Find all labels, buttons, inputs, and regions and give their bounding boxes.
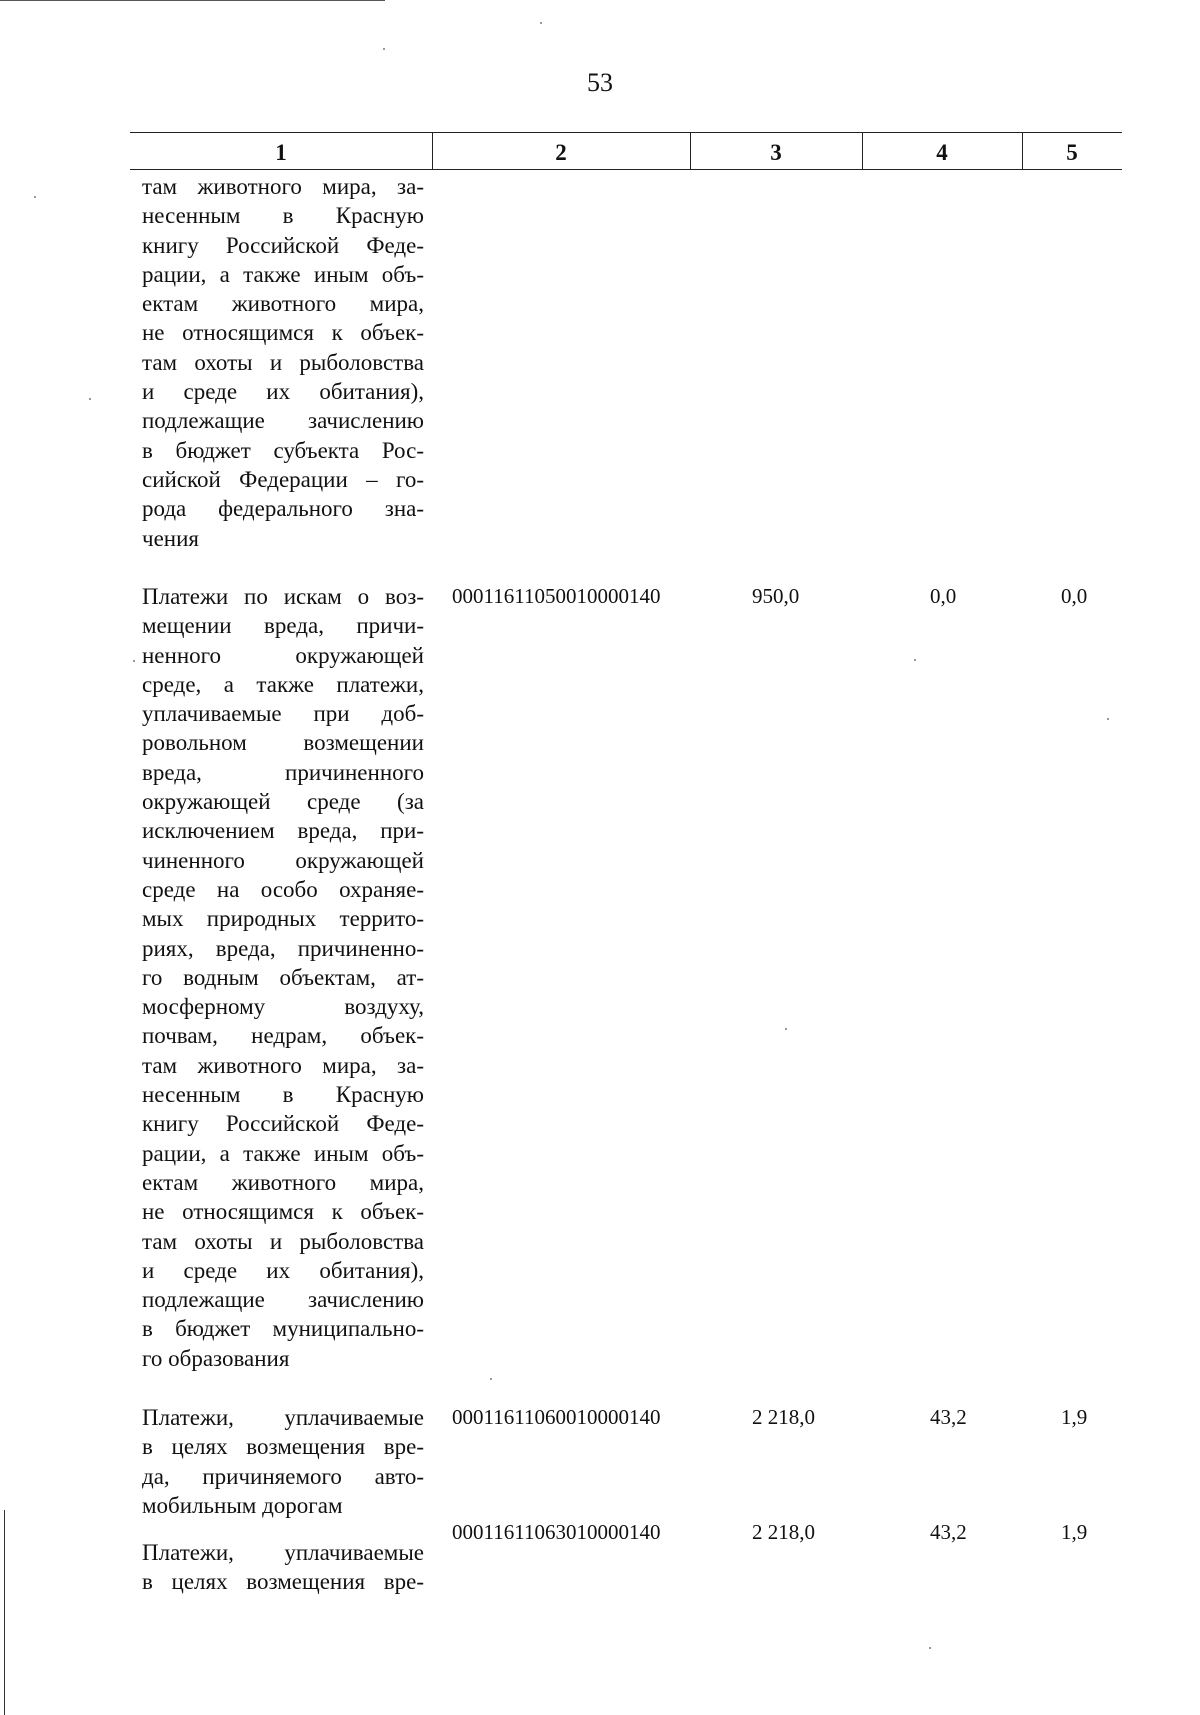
- description-line: в целях возмещения вре-: [142, 1434, 424, 1460]
- header-col-5: 5: [1066, 140, 1078, 165]
- row-code: 00011611050010000140: [452, 584, 661, 608]
- row-value-col4: 0,0: [930, 584, 957, 608]
- description-line: там животного мира, за-: [142, 1052, 424, 1078]
- row-value-col5: 1,9: [1061, 1520, 1088, 1544]
- scan-speck: [34, 196, 36, 198]
- description-line: Платежи, уплачиваемые: [142, 1540, 424, 1565]
- row-description: [142, 1538, 424, 1597]
- row-description: [142, 1403, 424, 1520]
- description-line: несенным в Красную: [142, 1082, 424, 1108]
- header-col-1: 1: [275, 140, 287, 165]
- description-line: рации, а также иным объ-: [142, 1140, 424, 1166]
- description-line: в бюджет субъекта Рос-: [142, 437, 424, 463]
- description-line: и среде их обитания),: [142, 1257, 424, 1283]
- description-line: там охоты и рыболовства: [142, 1228, 424, 1254]
- scan-speck: [929, 1647, 931, 1649]
- description-line: чиненного окружающей: [142, 847, 424, 873]
- scan-margin-line: [4, 1510, 5, 1715]
- description-line: уплачиваемые при доб-: [142, 701, 424, 727]
- row-value-col4: 43,2: [930, 1520, 967, 1544]
- scan-speck: [540, 22, 542, 24]
- description-line: ровольном возмещении: [142, 730, 424, 756]
- description-line: там животного мира, за-: [142, 174, 424, 199]
- description-line: Платежи по искам о воз-: [142, 584, 424, 609]
- scan-speck: [1107, 718, 1109, 720]
- description-line: там охоты и рыболовства: [142, 349, 424, 375]
- description-line: книгу Российской Феде-: [142, 232, 424, 258]
- description-line: ектам животного мира,: [142, 1169, 424, 1195]
- row-value-col3: 2 218,0: [752, 1520, 815, 1544]
- scan-speck: [89, 398, 91, 400]
- header-col-4: 4: [936, 140, 948, 165]
- row-description: [142, 172, 424, 553]
- header-col-2: 2: [555, 140, 567, 165]
- description-line: чения: [142, 525, 199, 551]
- row-value-col5: 0,0: [1061, 584, 1088, 608]
- description-line: вреда, причиненного: [142, 759, 424, 785]
- description-line: среде, а также платежи,: [142, 671, 424, 697]
- scan-speck: [133, 660, 135, 662]
- description-line: исключением вреда, при-: [142, 818, 424, 844]
- scan-speck: [490, 1378, 492, 1380]
- description-line: подлежащие зачислению: [142, 408, 424, 434]
- description-line: и среде их обитания),: [142, 379, 424, 405]
- scan-speck: [383, 48, 385, 50]
- description-line: рода федерального зна-: [142, 496, 424, 522]
- description-line: мобильным дорогам: [142, 1492, 343, 1518]
- row-value-col4: 43,2: [930, 1405, 967, 1429]
- description-line: го образования: [142, 1345, 290, 1371]
- scan-speck: [785, 1028, 787, 1030]
- scan-speck: [914, 659, 916, 661]
- description-line: в бюджет муниципально-: [142, 1316, 424, 1342]
- description-line: книгу Российской Феде-: [142, 1111, 424, 1137]
- row-value-col3: 950,0: [752, 584, 800, 608]
- description-line: окружающей среде (за: [142, 789, 424, 815]
- description-line: подлежащие зачислению: [142, 1287, 424, 1313]
- row-code: 00011611060010000140: [452, 1405, 661, 1429]
- description-line: мещении вреда, причи-: [142, 613, 424, 639]
- page-number: 53: [587, 68, 613, 97]
- description-line: мосферному воздуху,: [142, 994, 424, 1020]
- description-line: рации, а также иным объ-: [142, 261, 424, 287]
- description-line: несенным в Красную: [142, 203, 424, 229]
- description-line: не относящимся к объек-: [142, 1199, 424, 1225]
- table-header: [130, 132, 1122, 170]
- description-line: риях, вреда, причиненно-: [142, 935, 424, 961]
- scan-edge-line: [0, 0, 385, 1]
- description-line: почвам, недрам, объек-: [142, 1023, 424, 1049]
- description-line: да, причиняемого авто-: [142, 1463, 424, 1489]
- row-value-col5: 1,9: [1061, 1405, 1088, 1429]
- description-line: в целях возмещения вре-: [142, 1569, 424, 1595]
- description-line: Платежи, уплачиваемые: [142, 1405, 424, 1430]
- description-line: не относящимся к объек-: [142, 320, 424, 346]
- description-line: среде на особо охраняе-: [142, 876, 424, 902]
- description-line: сийской Федерации – го-: [142, 466, 424, 492]
- row-code: 00011611063010000140: [452, 1520, 661, 1544]
- description-line: мых природных террито-: [142, 906, 424, 932]
- row-value-col3: 2 218,0: [752, 1405, 815, 1429]
- row-description: [142, 582, 424, 1373]
- description-line: го водным объектам, ат-: [142, 964, 424, 990]
- description-line: ненного окружающей: [142, 642, 424, 668]
- description-line: ектам животного мира,: [142, 291, 424, 317]
- header-col-3: 3: [770, 140, 782, 165]
